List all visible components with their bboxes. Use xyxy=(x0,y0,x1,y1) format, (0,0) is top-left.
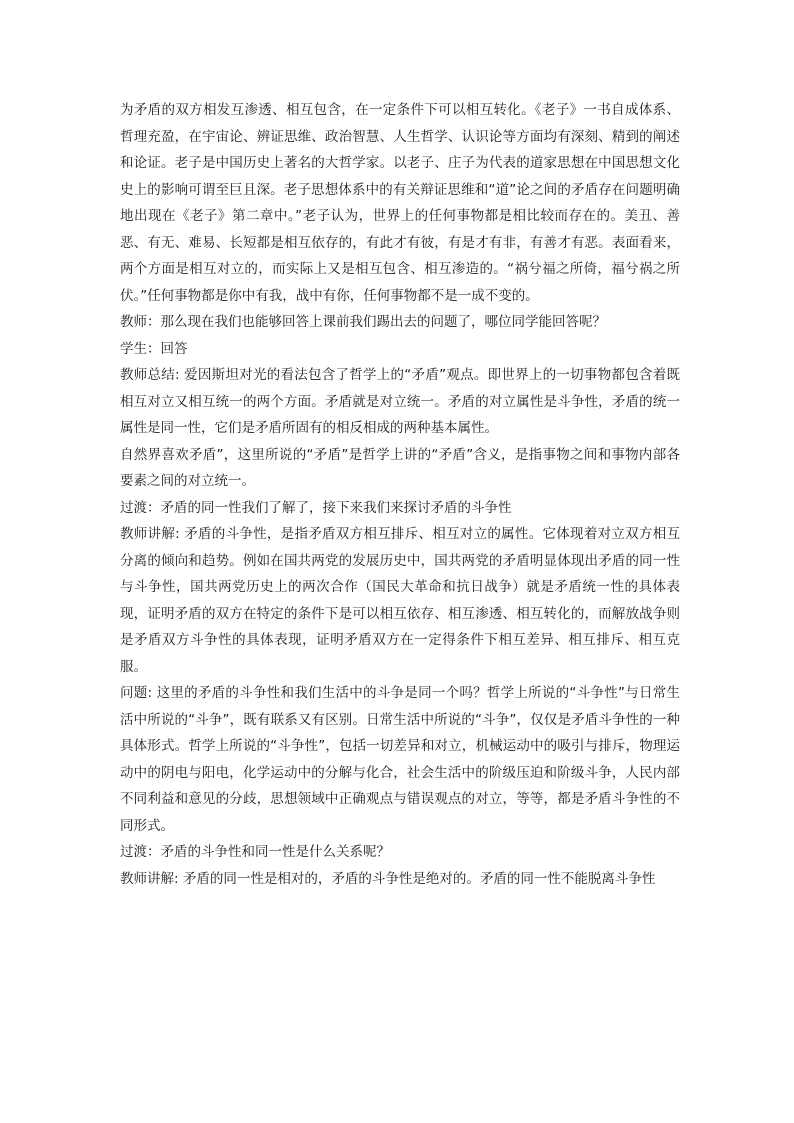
paragraph-teacher-explain-relation: 教师讲解: 矛盾的同一性是相对的，矛盾的斗争性是绝对的。矛盾的同一性不能脱离斗争性 xyxy=(120,870,656,887)
paragraph-student-answer: 学生：回答 xyxy=(120,340,188,357)
paragraph-question-struggle: 问题: 这里的矛盾的斗争性和我们生活中的斗争是同一个吗？哲学上所说的“斗争性”与日常生活中所说的“斗争”，既有联系又有区别。日常生活中所说的“斗争”，仅仅是矛盾斗争性的一种具体形式。哲学上所说的“斗争性”，包括一切差异和对立，机械运动中的吸引与排斥，物理运动中的阴电与阳电，化学运动中的分解与化合，社会生活中的阶级压迫和阶级斗争，人民内部不同利益和意见的分歧，思想领域中正确观点与错误观点的对立，等等，都是矛盾斗争性的不同形式。 xyxy=(120,685,680,834)
document-body xyxy=(120,97,680,892)
paragraph-laozi-dialectics: 为矛盾的双方相发互渗透、相互包含，在一定条件下可以相互转化。《老子》一书自成体系、哲理充盈，在宇宙论、辨证思维、政治智慧、人生哲学、认识论等方面均有深刻、精到的阐述和论证。老子是中国历史上著名的大哲学家。以老子、庄子为代表的道家思想在中国思想文化史上的影响可谓至巨且深。老子思想体系中的有关辩证思维和“道”论之间的矛盾存在问题明确地出现在《老子》第二章中。”老子认为，世界上的任何事物都是相比较而存在的。美丑、善恶、有无、难易、长短都是相互依存的，有此才有彼，有是才有非，有善才有恶。表面看来，两个方面是相互对立的，而实际上又是相互包含、相互渗造的。“祸兮福之所倚，福兮祸之所伏。”任何事物都是你中有我，战中有你，任何事物都不是一成不变的。 xyxy=(120,102,680,304)
paragraph-transition-struggle: 过渡：矛盾的同一性我们了解了，接下来我们来探讨矛盾的斗争性 xyxy=(120,499,512,516)
paragraph-teacher-explain-struggle: 教师讲解: 矛盾的斗争性，是指矛盾双方相互排斥、相互对立的属性。它体现着对立双方相互分离的倾向和趋势。例如在国共两党的发展历史中，国共两党的矛盾明显体现出矛盾的同一性与斗争性，国共两党历史上的两次合作（国民大革命和抗日战争）就是矛盾统一性的具体表现，证明矛盾的双方在特定的条件下是可以相互依存、相互渗透、相互转化的，而解放战争则是矛盾双方斗争性的具体表现，证明矛盾双方在一定得条件下相互差异、相互排斥、相互克服。 xyxy=(120,526,680,675)
paragraph-transition-relation: 过渡：矛盾的斗争性和同一性是什么关系呢？ xyxy=(120,844,390,860)
paragraph-teacher-question: 教师：那么现在我们也能够回答上课前我们踢出去的问题了，哪位同学能回答呢？ xyxy=(120,314,606,330)
paragraph-teacher-summary: 教师总结: 爱因斯坦对光的看法包含了哲学上的“矛盾”观点。即世界上的一切事物都包含着既相互对立又相互统一的两个方面。矛盾就是对立统一。矛盾的对立属性是斗争性，矛盾的统一属性是同一性，它们是矛盾所固有的相反相成的两种基本属性。 xyxy=(120,367,680,436)
paragraph-nature-contradiction: 自然界喜欢矛盾”，这里所说的“矛盾”是哲学上讲的“矛盾”含义，是指事物之间和事物内部各要素之间的对立统一。 xyxy=(120,446,680,489)
